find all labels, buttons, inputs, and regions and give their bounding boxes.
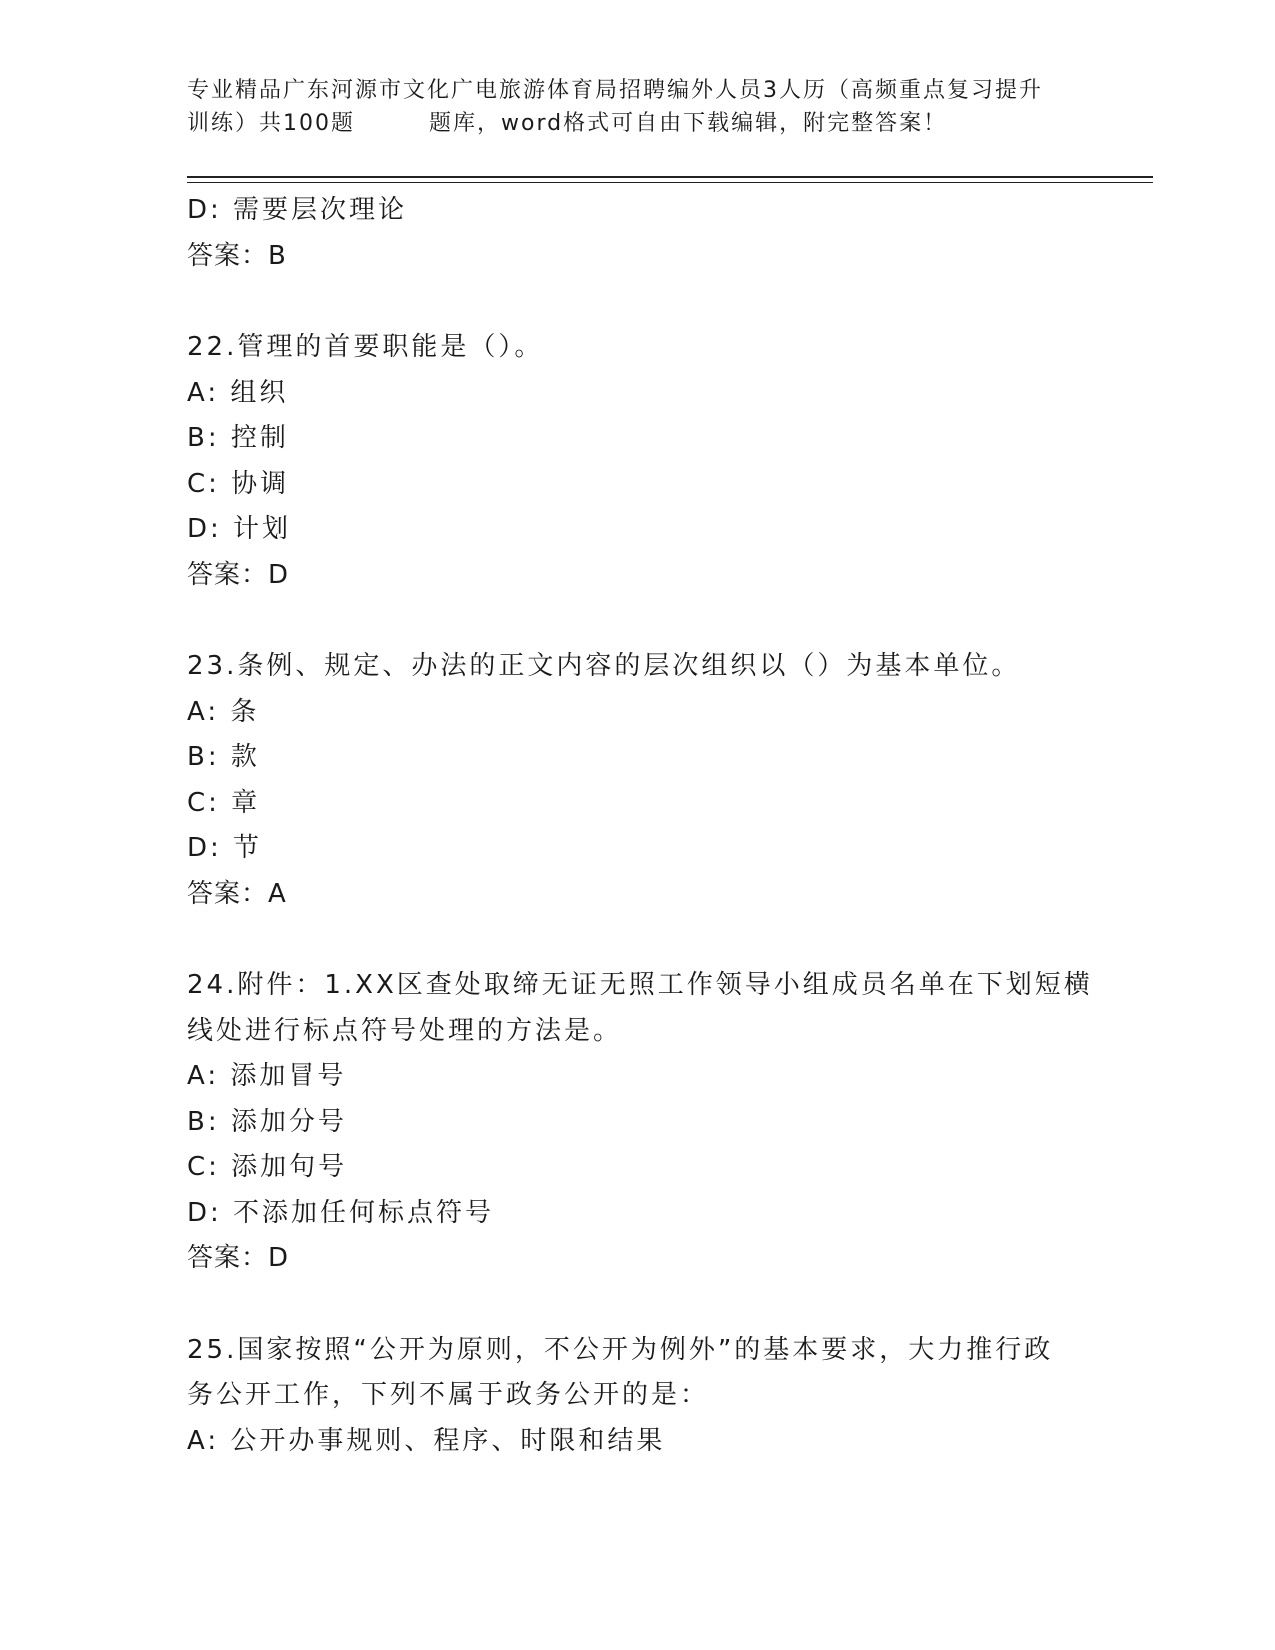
q22-option-a: A: 组织 (187, 377, 289, 408)
header-title-line-2 (187, 107, 1087, 140)
question-25-line-1: 25.国家按照“公开为原则，不公开为例外”的基本要求，大力推行政 (187, 1334, 1054, 1365)
spacer (187, 917, 1087, 963)
q22-option-d: D: 计划 (187, 514, 292, 544)
q24-answer: 答案：D (187, 1243, 290, 1273)
spacer (187, 279, 1087, 325)
q22-answer: 答案：D (187, 559, 290, 590)
q25-option-a: A: 公开办事规则、程序、时限和结果 (187, 1425, 666, 1456)
option-d: D: 需要层次理论 (187, 195, 408, 225)
header-title-part-a: 训练）共100题 (187, 111, 355, 136)
spacer (187, 1282, 1087, 1328)
document-header (187, 74, 1087, 140)
q23-option-a: A: 条 (187, 696, 260, 727)
q24-option-a: A: 添加冒号 (187, 1061, 347, 1091)
question-list (187, 188, 1093, 1464)
header-title-line-1: 专业精品广东河源市文化广电旅游体育局招聘编外人员3人历（高频重点复习提升 (187, 78, 1043, 103)
header-divider-thick (187, 176, 1153, 178)
q23-option-b: B: 款 (187, 742, 260, 772)
spacer (187, 598, 1087, 644)
header-title-part-b: 题库，word格式可自由下载编辑，附完整答案！ (429, 111, 948, 136)
q24-option-b: B: 添加分号 (187, 1106, 347, 1137)
q24-option-c: C: 添加句号 (187, 1152, 348, 1182)
q23-answer: 答案：A (187, 878, 287, 909)
question-22: 22.管理的首要职能是（）。 (187, 332, 544, 362)
question-25-line-2: 务公开工作，下列不属于政务公开的是： (187, 1380, 710, 1410)
question-23: 23.条例、规定、办法的正文内容的层次组织以（）为基本单位。 (187, 651, 1021, 681)
q23-option-c: C: 章 (187, 787, 261, 818)
header-divider-thin (187, 182, 1153, 183)
q22-option-b: B: 控制 (187, 423, 289, 453)
q24-option-d: D: 不添加任何标点符号 (187, 1197, 495, 1228)
q23-option-d: D: 节 (187, 833, 263, 863)
answer-label: 答案：B (187, 240, 287, 271)
question-24-line-2: 线处进行标点符号处理的方法是。 (187, 1015, 623, 1046)
q22-option-c: C: 协调 (187, 468, 290, 499)
question-24-line-1: 24.附件：1.XX区查处取缔无证无照工作领导小组成员名单在下划短横 (187, 970, 1093, 1000)
